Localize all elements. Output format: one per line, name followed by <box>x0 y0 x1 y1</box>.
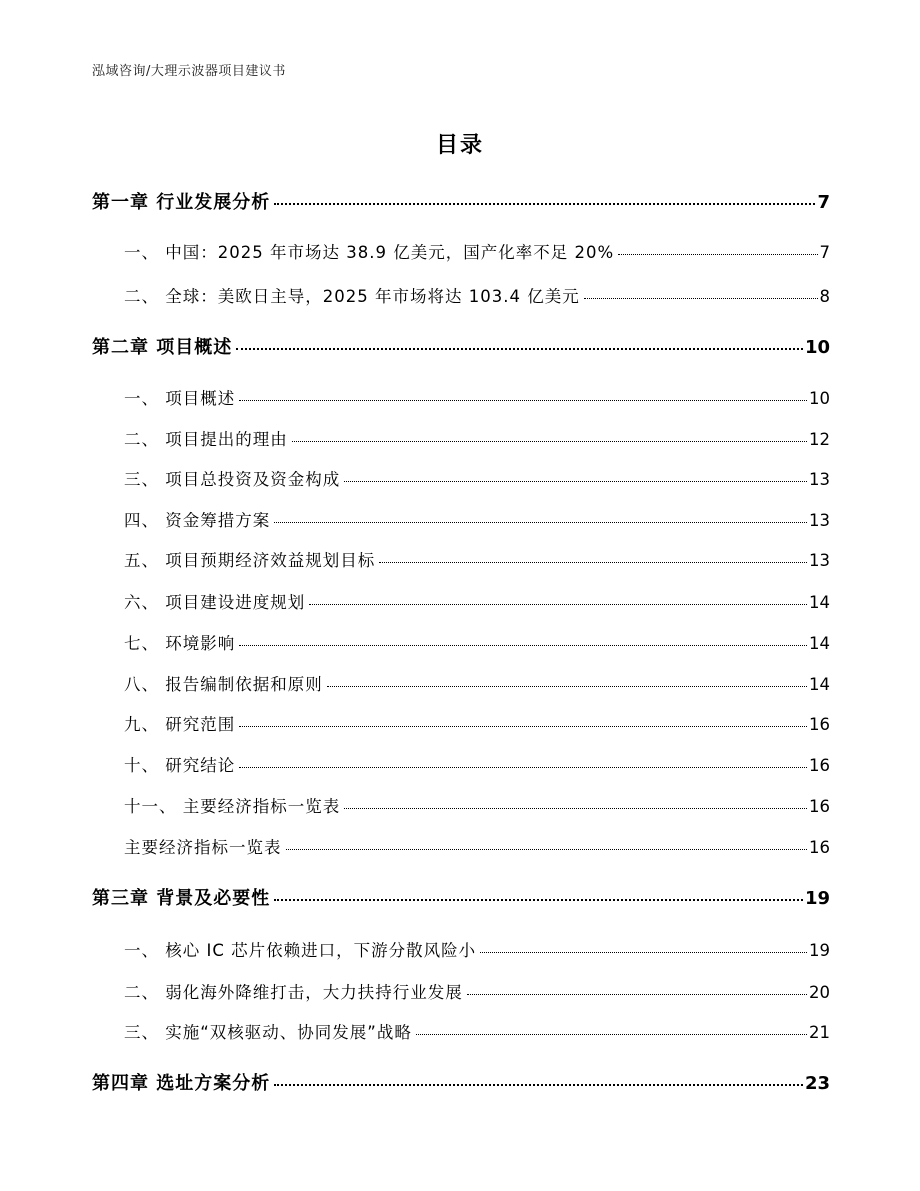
toc-section-2-10[interactable] <box>124 752 830 776</box>
dot-leader <box>274 1084 803 1086</box>
toc-entry-label: 十一、 主要经济指标一览表 <box>124 797 341 816</box>
dot-leader <box>239 726 807 727</box>
toc-section-1-2[interactable] <box>124 283 830 307</box>
toc-page-number: 10 <box>804 337 830 358</box>
dot-leader <box>467 994 807 995</box>
toc-page-number: 7 <box>819 243 830 262</box>
toc-entry-label: 三、 项目总投资及资金构成 <box>124 470 341 489</box>
toc-section-2-9[interactable] <box>124 711 830 735</box>
toc-page-number: 16 <box>809 838 830 857</box>
toc-entry-label: 一、 项目概述 <box>124 389 236 408</box>
toc-page-number: 13 <box>809 470 830 489</box>
toc-page-number: 8 <box>819 287 830 306</box>
dot-leader <box>292 441 807 442</box>
dot-leader <box>239 645 807 646</box>
toc-entry-label: 一、 中国：2025 年市场达 38.9 亿美元，国产化率不足 20% <box>124 243 615 262</box>
toc-page-number: 23 <box>804 1073 830 1094</box>
toc-entry-label: 三、 实施“双核驱动、协同发展”战略 <box>124 1023 412 1042</box>
dot-leader <box>327 686 807 687</box>
toc-section-1-1[interactable] <box>124 239 830 263</box>
toc-section-2-11[interactable] <box>124 793 830 817</box>
toc-page-number: 10 <box>809 389 830 408</box>
toc-entry-label: 五、 项目预期经济效益规划目标 <box>124 551 376 570</box>
toc-entry-label: 二、 全球：美欧日主导，2025 年市场将达 103.4 亿美元 <box>124 287 580 306</box>
toc-page-number: 16 <box>809 756 830 775</box>
dot-leader <box>480 952 807 953</box>
toc-entry-label: 第四章 选址方案分析 <box>92 1073 271 1094</box>
toc-page-number: 12 <box>809 430 830 449</box>
running-header: 泓域咨询/大理示波器项目建议书 <box>92 64 286 79</box>
toc-entry-label: 二、 项目提出的理由 <box>124 430 288 449</box>
toc-section-2-4[interactable] <box>124 507 830 531</box>
toc-entry-label: 第三章 背景及必要性 <box>92 888 271 909</box>
toc-page-number: 13 <box>809 511 830 530</box>
toc-page-number: 19 <box>809 941 830 960</box>
dot-leader <box>236 348 803 350</box>
toc-title: 目录 <box>435 133 484 158</box>
toc-entry-label: 一、 核心 IC 芯片依赖进口，下游分散风险小 <box>124 941 477 960</box>
toc-section-3-1[interactable] <box>124 937 830 961</box>
toc-entry-label: 第一章 行业发展分析 <box>92 192 271 213</box>
toc-page-number: 21 <box>809 1023 830 1042</box>
toc-entry-label: 主要经济指标一览表 <box>124 838 282 857</box>
dot-leader <box>379 562 807 563</box>
dot-leader <box>416 1034 807 1035</box>
toc-page-number: 7 <box>817 192 830 213</box>
toc-section-2-8[interactable] <box>124 671 830 695</box>
dot-leader <box>274 203 815 205</box>
toc-page-number: 14 <box>809 634 830 653</box>
toc-entry-label: 七、 环境影响 <box>124 634 236 653</box>
toc-section-3-2[interactable] <box>124 979 830 1003</box>
toc-chapter-3[interactable] <box>92 884 830 910</box>
dot-leader <box>309 604 807 605</box>
toc-entry-label: 八、 报告编制依据和原则 <box>124 675 323 694</box>
toc-chapter-2[interactable] <box>92 333 830 359</box>
toc-section-2-5[interactable] <box>124 547 830 571</box>
dot-leader <box>274 522 807 523</box>
toc-entry-label: 十、 研究结论 <box>124 756 236 775</box>
toc-chapter-1[interactable] <box>92 188 830 214</box>
dot-leader <box>344 808 807 809</box>
toc-section-2-1[interactable] <box>124 385 830 409</box>
toc-section-2-7[interactable] <box>124 630 830 654</box>
toc-chapter-4[interactable] <box>92 1069 830 1095</box>
dot-leader <box>584 298 818 299</box>
toc-page-number: 16 <box>809 797 830 816</box>
toc-section-3-3[interactable] <box>124 1019 830 1043</box>
dot-leader <box>239 400 807 401</box>
dot-leader <box>286 849 808 850</box>
toc-entry-label: 六、 项目建设进度规划 <box>124 593 306 612</box>
toc-page-number: 14 <box>809 675 830 694</box>
toc-section-2-2[interactable] <box>124 426 830 450</box>
toc-entry-label: 九、 研究范围 <box>124 715 236 734</box>
toc-page-number: 13 <box>809 551 830 570</box>
toc-section-2-6[interactable] <box>124 589 830 613</box>
toc-page-number: 14 <box>809 593 830 612</box>
dot-leader <box>618 254 817 255</box>
toc-page-number: 19 <box>804 888 830 909</box>
dot-leader <box>344 481 807 482</box>
toc-entry-label: 四、 资金筹措方案 <box>124 511 271 530</box>
dot-leader <box>239 767 807 768</box>
toc-table-entry[interactable] <box>124 834 830 858</box>
toc-entry-label: 二、 弱化海外降维打击，大力扶持行业发展 <box>124 983 463 1002</box>
toc-page-number: 16 <box>809 715 830 734</box>
toc-section-2-3[interactable] <box>124 466 830 490</box>
toc-entry-label: 第二章 项目概述 <box>92 337 233 358</box>
toc-page-number: 20 <box>809 983 830 1002</box>
dot-leader <box>274 899 803 901</box>
